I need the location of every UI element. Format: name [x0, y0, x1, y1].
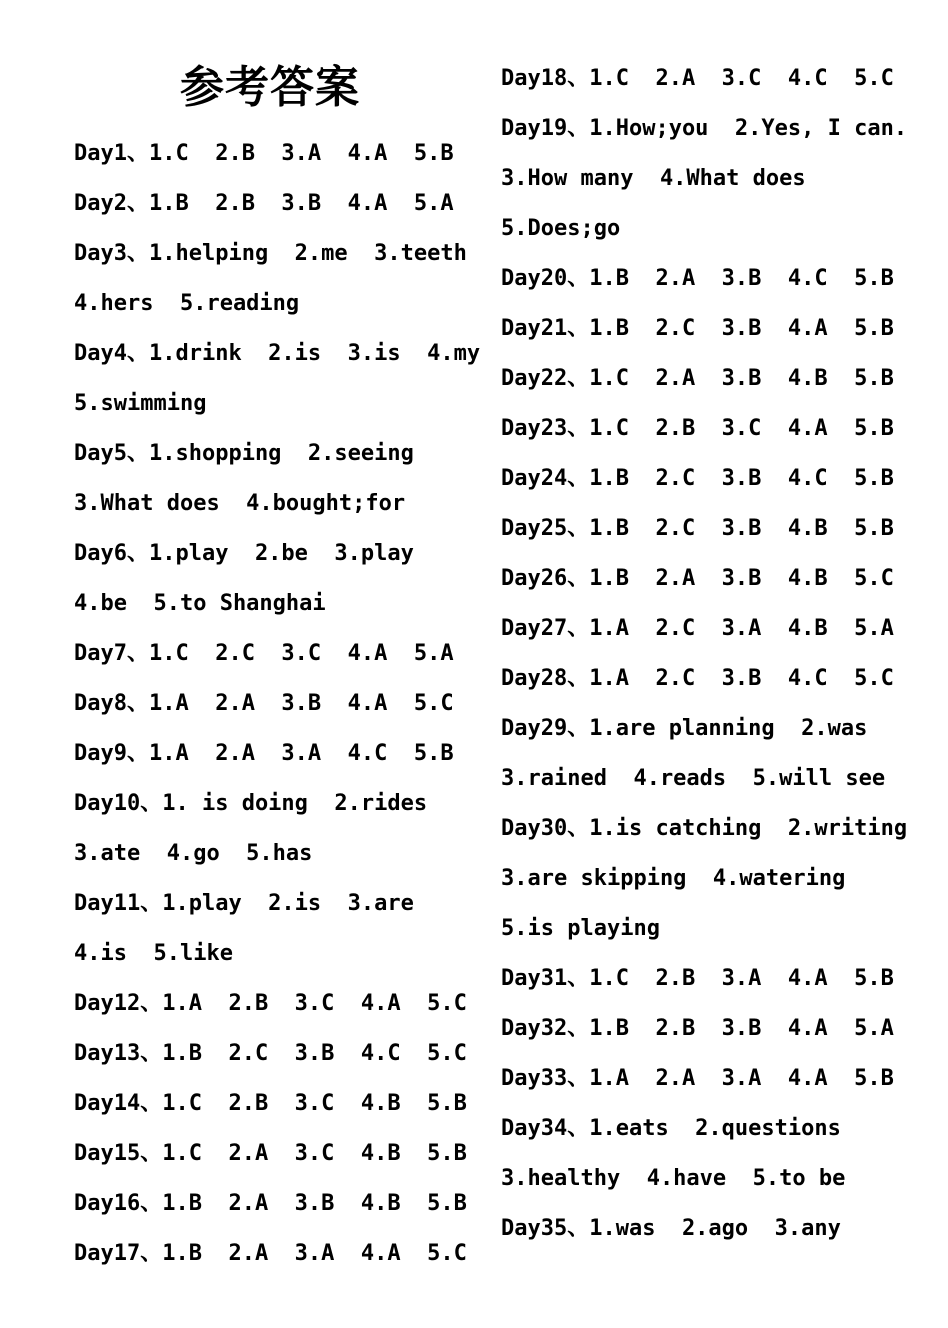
answer-line: Day4、1.drink 2.is 3.is 4.my	[74, 341, 481, 366]
answer-line: Day5、1.shopping 2.seeing	[74, 441, 414, 466]
answer-line: 4.hers 5.reading	[74, 291, 300, 316]
answer-column-left	[74, 129, 484, 1279]
answer-line: 3.What does 4.bought;for	[74, 491, 406, 516]
answer-line: Day14、1.C 2.B 3.C 4.B 5.B	[74, 1091, 467, 1116]
answer-line: Day7、1.C 2.C 3.C 4.A 5.A	[74, 641, 454, 666]
answer-line: Day21、1.B 2.C 3.B 4.A 5.B	[501, 316, 894, 341]
answer-line: 5.swimming	[74, 391, 207, 416]
answer-line: Day31、1.C 2.B 3.A 4.A 5.B	[501, 966, 894, 991]
answer-line: Day29、1.are planning 2.was	[501, 716, 868, 741]
answer-line: 3.ate 4.go 5.has	[74, 841, 313, 866]
answer-line: Day23、1.C 2.B 3.C 4.A 5.B	[501, 416, 894, 441]
answer-line: 4.be 5.to Shanghai	[74, 591, 326, 616]
answer-line: Day34、1.eats 2.questions	[501, 1116, 841, 1141]
answer-line: Day19、1.How;you 2.Yes, I can.	[501, 116, 908, 141]
answer-line: Day18、1.C 2.A 3.C 4.C 5.C	[501, 66, 894, 91]
answer-line: Day16、1.B 2.A 3.B 4.B 5.B	[74, 1191, 467, 1216]
answer-column-right	[501, 54, 921, 1254]
answer-line: Day27、1.A 2.C 3.A 4.B 5.A	[501, 616, 894, 641]
answer-line: Day12、1.A 2.B 3.C 4.A 5.C	[74, 991, 467, 1016]
answer-line: Day15、1.C 2.A 3.C 4.B 5.B	[74, 1141, 467, 1166]
answer-line: Day20、1.B 2.A 3.B 4.C 5.B	[501, 266, 894, 291]
answer-line: Day2、1.B 2.B 3.B 4.A 5.A	[74, 191, 454, 216]
answer-line: Day35、1.was 2.ago 3.any	[501, 1216, 841, 1241]
answer-line: Day22、1.C 2.A 3.B 4.B 5.B	[501, 366, 894, 391]
answer-line: 5.is playing	[501, 916, 660, 941]
answer-line: Day9、1.A 2.A 3.A 4.C 5.B	[74, 741, 454, 766]
answer-line: 3.How many 4.What does	[501, 166, 806, 191]
answer-line: Day3、1.helping 2.me 3.teeth	[74, 241, 467, 266]
answer-line: Day30、1.is catching 2.writing	[501, 816, 908, 841]
answer-line: 4.is 5.like	[74, 941, 233, 966]
answer-line: Day32、1.B 2.B 3.B 4.A 5.A	[501, 1016, 894, 1041]
answer-line: Day24、1.B 2.C 3.B 4.C 5.B	[501, 466, 894, 491]
answer-line: Day33、1.A 2.A 3.A 4.A 5.B	[501, 1066, 894, 1091]
answer-line: 3.rained 4.reads 5.will see	[501, 766, 886, 791]
answer-line: 3.are skipping 4.watering	[501, 866, 846, 891]
answer-line: Day6、1.play 2.be 3.play	[74, 541, 414, 566]
answer-line: Day8、1.A 2.A 3.B 4.A 5.C	[74, 691, 454, 716]
answer-line: Day13、1.B 2.C 3.B 4.C 5.C	[74, 1041, 467, 1066]
answer-line: Day26、1.B 2.A 3.B 4.B 5.C	[501, 566, 894, 591]
answer-line: Day25、1.B 2.C 3.B 4.B 5.B	[501, 516, 894, 541]
answer-line: Day11、1.play 2.is 3.are	[74, 891, 414, 916]
answer-line: Day28、1.A 2.C 3.B 4.C 5.C	[501, 666, 894, 691]
answer-line: Day1、1.C 2.B 3.A 4.A 5.B	[74, 141, 454, 166]
answer-line: 5.Does;go	[501, 216, 621, 241]
answer-line: Day10、1. is doing 2.rides	[74, 791, 428, 816]
answer-line: 3.healthy 4.have 5.to be	[501, 1166, 846, 1191]
answer-line: Day17、1.B 2.A 3.A 4.A 5.C	[74, 1241, 467, 1266]
page-title: 参考答案	[180, 62, 360, 113]
